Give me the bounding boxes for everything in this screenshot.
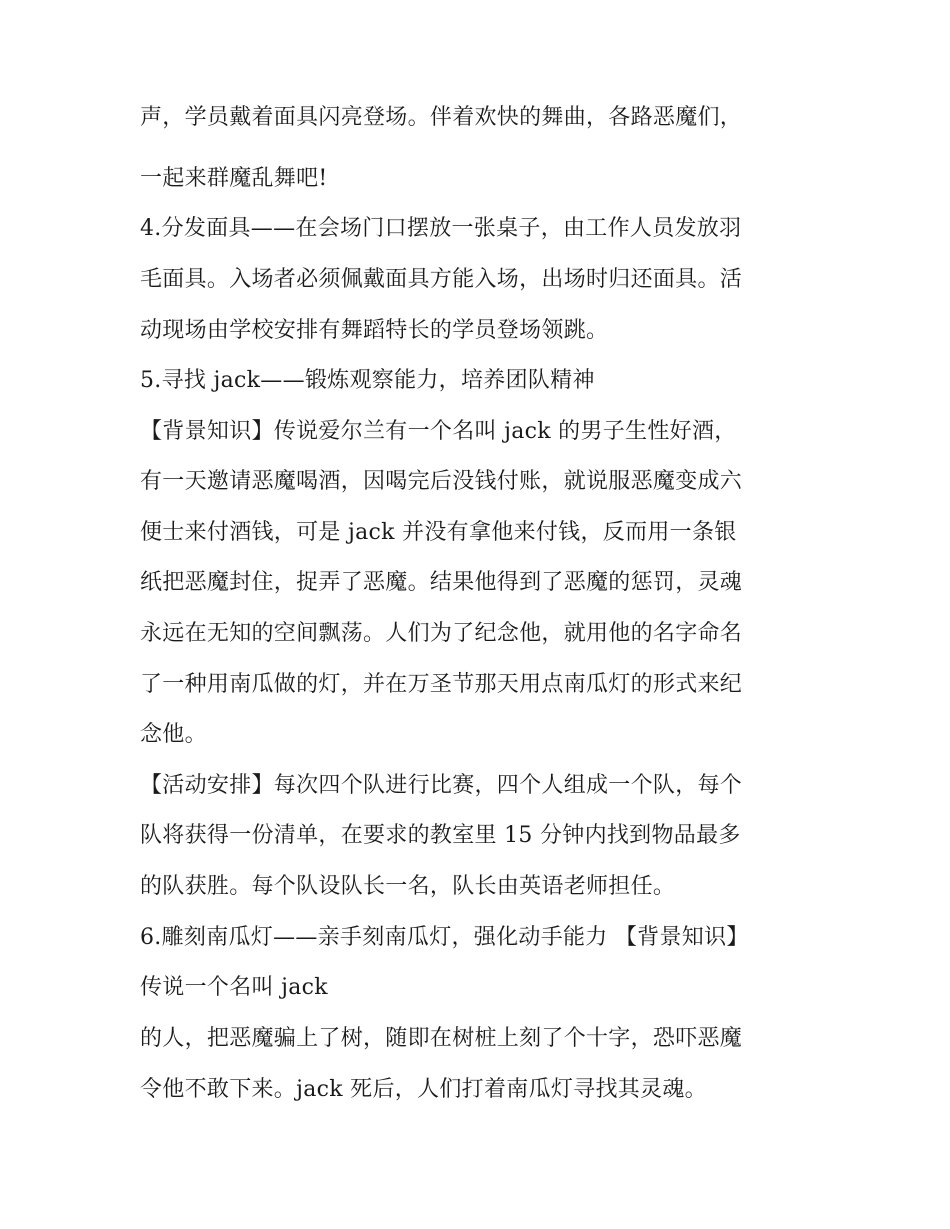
text-line: 动现场由学校安排有舞蹈特长的学员登场领跳。 bbox=[140, 318, 609, 343]
text-line: 传说一个名叫 jack bbox=[140, 975, 328, 1000]
text-line: 念他。 bbox=[140, 722, 207, 747]
text-line: 的队获胜。每个队设队长一名，队长由英语老师担任。 bbox=[140, 874, 676, 899]
text-line: 便士来付酒钱，可是 jack 并没有拿他来付钱，反而用一条银 bbox=[140, 520, 737, 545]
text-line: 令他不敢下来。jack 死后，人们打着南瓜灯寻找其灵魂。 bbox=[140, 1077, 707, 1102]
text-line: 有一天邀请恶魔喝酒，因喝完后没钱付账，就说服恶魔变成六 bbox=[140, 469, 743, 494]
text-line: 【背景知识】传说爱尔兰有一个名叫 jack 的男子生性好酒， bbox=[140, 419, 737, 444]
text-line: 一起来群魔乱舞吧! bbox=[140, 166, 328, 191]
text-line: 毛面具。入场者必须佩戴面具方能入场，出场时归还面具。活 bbox=[140, 267, 743, 292]
text-line: 纸把恶魔封住，捉弄了恶魔。结果他得到了恶魔的惩罚，灵魂 bbox=[140, 570, 743, 595]
text-line: 【活动安排】每次四个队进行比赛，四个人组成一个队，每个 bbox=[140, 773, 743, 798]
text-line: 声，学员戴着面具闪亮登场。伴着欢快的舞曲，各路恶魔们， bbox=[140, 105, 743, 130]
text-line: 永远在无知的空间飘荡。人们为了纪念他，就用他的名字命名 bbox=[140, 621, 743, 646]
text-line: 4.分发面具——在会场门口摆放一张桌子，由工作人员发放羽 bbox=[140, 216, 742, 241]
text-line: 队将获得一份清单，在要求的教室里 15 分钟内找到物品最多 bbox=[140, 823, 741, 848]
text-line: 6.雕刻南瓜灯——亲手刻南瓜灯，强化动手能力 【背景知识】 bbox=[140, 925, 749, 950]
text-line: 的人，把恶魔骗上了树，随即在树桩上刻了个十字，恐吓恶魔 bbox=[140, 1026, 743, 1051]
text-line: 了一种用南瓜做的灯，并在万圣节那天用点南瓜灯的形式来纪 bbox=[140, 672, 743, 697]
text-line: 5.寻找 jack——锻炼观察能力，培养团队精神 bbox=[140, 368, 595, 393]
